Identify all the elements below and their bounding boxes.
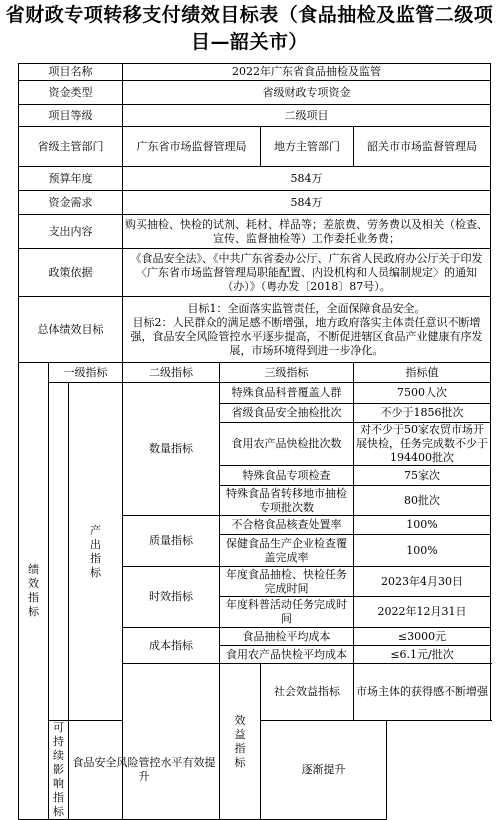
indicator-name: 食用农产品快检批次数 xyxy=(220,423,354,466)
label-output xyxy=(69,383,123,721)
group-sustainable: 可持续影响指标 xyxy=(49,721,69,820)
value-local-dept: 韶关市市场监督管理局 xyxy=(354,127,491,167)
group-cost: 成本指标 xyxy=(123,628,220,664)
row-expense-content xyxy=(19,215,491,249)
indicator-value: 不少于1856批次 xyxy=(354,404,491,423)
output-text: 产出指标 xyxy=(90,523,101,579)
indicator-value: 逐渐提升 xyxy=(261,721,387,820)
label-local-dept: 地方主管部门 xyxy=(261,127,354,167)
label-fund-demand: 资金需求 xyxy=(19,191,123,215)
row-project-level xyxy=(19,105,491,127)
header-level1: 一级指标 xyxy=(49,363,123,383)
indicator-value: 2022年12月31日 xyxy=(354,597,491,628)
indicator-name: 不合格食品核查处置率 xyxy=(220,516,354,535)
group-quality: 质量指标 xyxy=(123,516,220,567)
indicator-name: 食品安全风险管控水平有效提升 xyxy=(69,721,220,820)
row-overall-goal xyxy=(19,297,491,363)
indicator-name: 保健食品生产企业检查覆盖完成率 xyxy=(220,535,354,567)
row-budget-year xyxy=(19,167,491,191)
value-project-level: 二级项目 xyxy=(123,105,491,127)
label-perf-indicator xyxy=(19,363,49,820)
performance-table xyxy=(18,63,491,820)
label-project-name: 项目名称 xyxy=(19,64,123,81)
header-level2: 二级指标 xyxy=(123,363,220,383)
value-province-dept: 广东省市场监督管理局 xyxy=(123,127,261,167)
indicator-name: 年度食品抽检、快检任务完成时间 xyxy=(220,567,354,597)
label-project-level: 项目等级 xyxy=(19,105,123,127)
indicator-name: 食品抽检平均成本 xyxy=(220,628,354,646)
indicator-name: 年度科普活动任务完成时间 xyxy=(220,597,354,628)
indicator-value: 80批次 xyxy=(354,486,491,516)
row-policy-basis xyxy=(19,249,491,297)
value-fund-type: 省级财政专项资金 xyxy=(123,81,491,105)
indicator-value: 2023年4月30日 xyxy=(354,567,491,597)
indicator-value: 100% xyxy=(354,535,491,567)
indicator-value: 对不少于50家农贸市场开展快检，任务完成数不少于194400批次 xyxy=(354,423,491,466)
row-fund-type xyxy=(19,81,491,105)
indicator-value: ≤6.1元/批次 xyxy=(354,646,491,664)
group-timeliness: 时效指标 xyxy=(123,567,220,628)
label-fund-type: 资金类型 xyxy=(19,81,123,105)
overall-goal-1: 目标1：全面落实监管责任，全面保障食品安全。 xyxy=(187,301,426,315)
label-budget-year: 预算年度 xyxy=(19,167,123,191)
indicator-name: 特殊食品科普覆盖人群 xyxy=(220,383,354,404)
indicator-value: 100% xyxy=(354,516,491,535)
value-expense-content: 购买抽检、快检的试剂、耗材、样品等；差旅费、劳务费以及相关（检查、宣传、监督抽检等）工作委托业务费； xyxy=(123,215,491,249)
row-departments xyxy=(19,127,491,167)
header-level3: 三级指标 xyxy=(220,363,354,383)
benefit-text: 效益指标 xyxy=(234,713,246,769)
indicator-name: 省级食品安全抽检批次 xyxy=(220,404,354,423)
label-province-dept: 省级主管部门 xyxy=(19,127,123,167)
value-overall-goal xyxy=(123,297,491,363)
value-project-name: 2022年广东省食品抽检及监管 xyxy=(123,64,491,81)
indicator-name: 食用农产品快检平均成本 xyxy=(220,646,354,664)
indicator-name: 特殊食品专项检查 xyxy=(220,466,354,486)
row-project-name xyxy=(19,64,491,81)
indicator-value: 75家次 xyxy=(354,466,491,486)
row-fund-demand xyxy=(19,191,491,215)
label-benefit xyxy=(220,664,261,820)
indicator-name: 市场主体的获得感不断增强 xyxy=(354,664,491,721)
header-indicator-value: 指标值 xyxy=(354,363,491,383)
document-title: 省财政专项转移支付绩效目标表（食品抽检及监管二级项目—韶关市） xyxy=(5,4,494,53)
perf-indicator-text: 绩效指标 xyxy=(28,563,39,618)
row-indicator-header xyxy=(19,363,491,383)
label-policy-basis: 政策依据 xyxy=(19,249,123,297)
table-row xyxy=(19,383,491,404)
indicator-name: 特殊食品省转移地市抽检专项批次数 xyxy=(220,486,354,516)
indicator-value: ≤3000元 xyxy=(354,628,491,646)
value-policy-basis: 《食品安全法》、《中共广东省委办公厅、广东省人民政府办公厅关于印发〈广东省市场监督管理局职能配置、内设机构和人员编制规定〉的通知（办）》（粤办发〔2018〕87号）。 xyxy=(123,249,491,297)
level1-blank xyxy=(49,383,69,721)
group-quantity: 数量指标 xyxy=(123,383,220,516)
indicator-value: 7500人次 xyxy=(354,383,491,404)
label-overall-goal: 总体绩效目标 xyxy=(19,297,123,363)
value-fund-demand: 584万 xyxy=(123,191,491,215)
group-social: 社会效益指标 xyxy=(261,664,354,721)
value-budget-year: 584万 xyxy=(123,167,491,191)
overall-goal-2: 目标2：人民群众的满足感不断增强，地方政府落实主体责任意识不断增强，食品安全风险管控水平逐步提高，不断促进辖区食品产业健康有序发展，市场环境得到进一步净化。 xyxy=(130,315,483,357)
label-expense-content: 支出内容 xyxy=(19,215,123,249)
